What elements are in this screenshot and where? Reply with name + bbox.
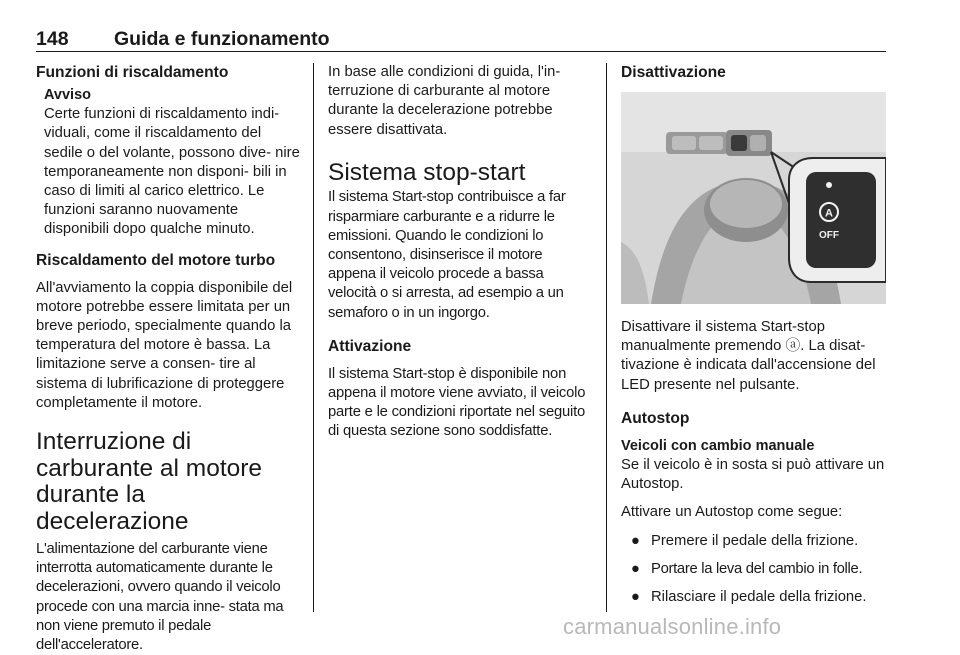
bullet-icon: ●: [631, 560, 640, 577]
deactivation-text: Disattivare il sistema Start-stop manualmente premendo ⓐ. La disat- tivazione è indicata dall'accensione del LED presente nel pulsante.: [621, 319, 876, 393]
heading-turbo-warmup: Riscaldamento del motore turbo: [36, 251, 276, 269]
heading-activation: Attivazione: [328, 337, 412, 355]
bullet-icon: ●: [631, 589, 640, 606]
column-divider-2: [606, 63, 607, 612]
console-drawing: [621, 92, 886, 304]
console-illustration: [621, 92, 886, 304]
manual-gearbox-text: Se il veicolo è in sosta si può attivare un Autostop.: [621, 457, 885, 493]
header-divider: [36, 51, 886, 52]
list-item: ● Rilasciare il pedale della frizione.: [621, 588, 887, 607]
heading-heating-functions: Funzioni di riscaldamento: [36, 64, 229, 81]
column-left: [36, 63, 302, 655]
turbo-text: All'avviamento la coppia disponibile del motore potrebbe essere limitata per un breve periodo, specialmente quando la temperatura del motore è bassa. La limitazione serve a consen- tire al sistema di lubrificazione di proteggere completamente il motore.: [36, 279, 293, 411]
autostop-steps: [621, 532, 887, 608]
fuel-cutoff-text: L'alimentazione del carburante viene interrotta automaticamente durante le decelerazioni, ovvero quando il veicolo procede con una marcia inne- stata ma non viene premuto il pedale dell'acceleratore.: [36, 541, 284, 654]
subheading-manual-gearbox: Veicoli con cambio manuale: [621, 437, 815, 454]
svg-text:A: A: [825, 207, 833, 220]
section-title: Guida e funzionamento: [114, 28, 330, 50]
stop-start-text: Il sistema Start-stop contribuisce a far risparmiare carburante e a ridurre le emissioni. Quando le condizioni lo consentono, disinserisce il motore appena il veicolo procede a bassa velocità o si arresta, ad esempio a un semaforo o in un ingorgo.: [328, 189, 566, 321]
watermark: carmanualsonline.info: [563, 614, 782, 639]
bullet-icon: ●: [631, 532, 640, 549]
fuel-cutoff-continued: In base alle condizioni di guida, l'in- terruzione di carburante al motore durante la decelerazione potrebbe essere disattivata.: [328, 64, 561, 138]
heading-autostop: Autostop: [621, 409, 690, 427]
heading-fuel-cutoff: Interruzione di carburante al motore durante la decelerazione: [36, 428, 263, 535]
column-right: [621, 63, 887, 607]
column-middle: [328, 63, 594, 442]
activate-intro: Attivare un Autostop come segue:: [621, 504, 843, 521]
list-item: ● Portare la leva del cambio in folle.: [621, 560, 887, 579]
heading-deactivation: Disattivazione: [621, 64, 726, 81]
activation-text: Il sistema Start-stop è disponibile non appena il motore viene avviato, il veicolo parte e le condizioni riportate nel seguito di questa sezione sono soddisfatte.: [328, 365, 586, 440]
page-number: 148: [36, 28, 69, 50]
list-item: ● Premere il pedale della frizione.: [621, 532, 887, 551]
column-divider-1: [313, 63, 314, 612]
heading-stop-start: Sistema stop-start: [328, 158, 526, 186]
off-button-label: OFF: [819, 230, 839, 241]
notice-title: Avviso: [44, 87, 92, 103]
page-header: [36, 28, 886, 50]
notice-text: Certe funzioni di riscaldamento indi- viduali, come il riscaldamento del sedile o del volante, possono dive- nire temporaneamente non disponi- bili in caso di limiti al carico elettrico. Le funzioni saranno nuovamente disponibili dopo qualche minuto.: [44, 106, 300, 238]
notice-box: [36, 86, 302, 240]
